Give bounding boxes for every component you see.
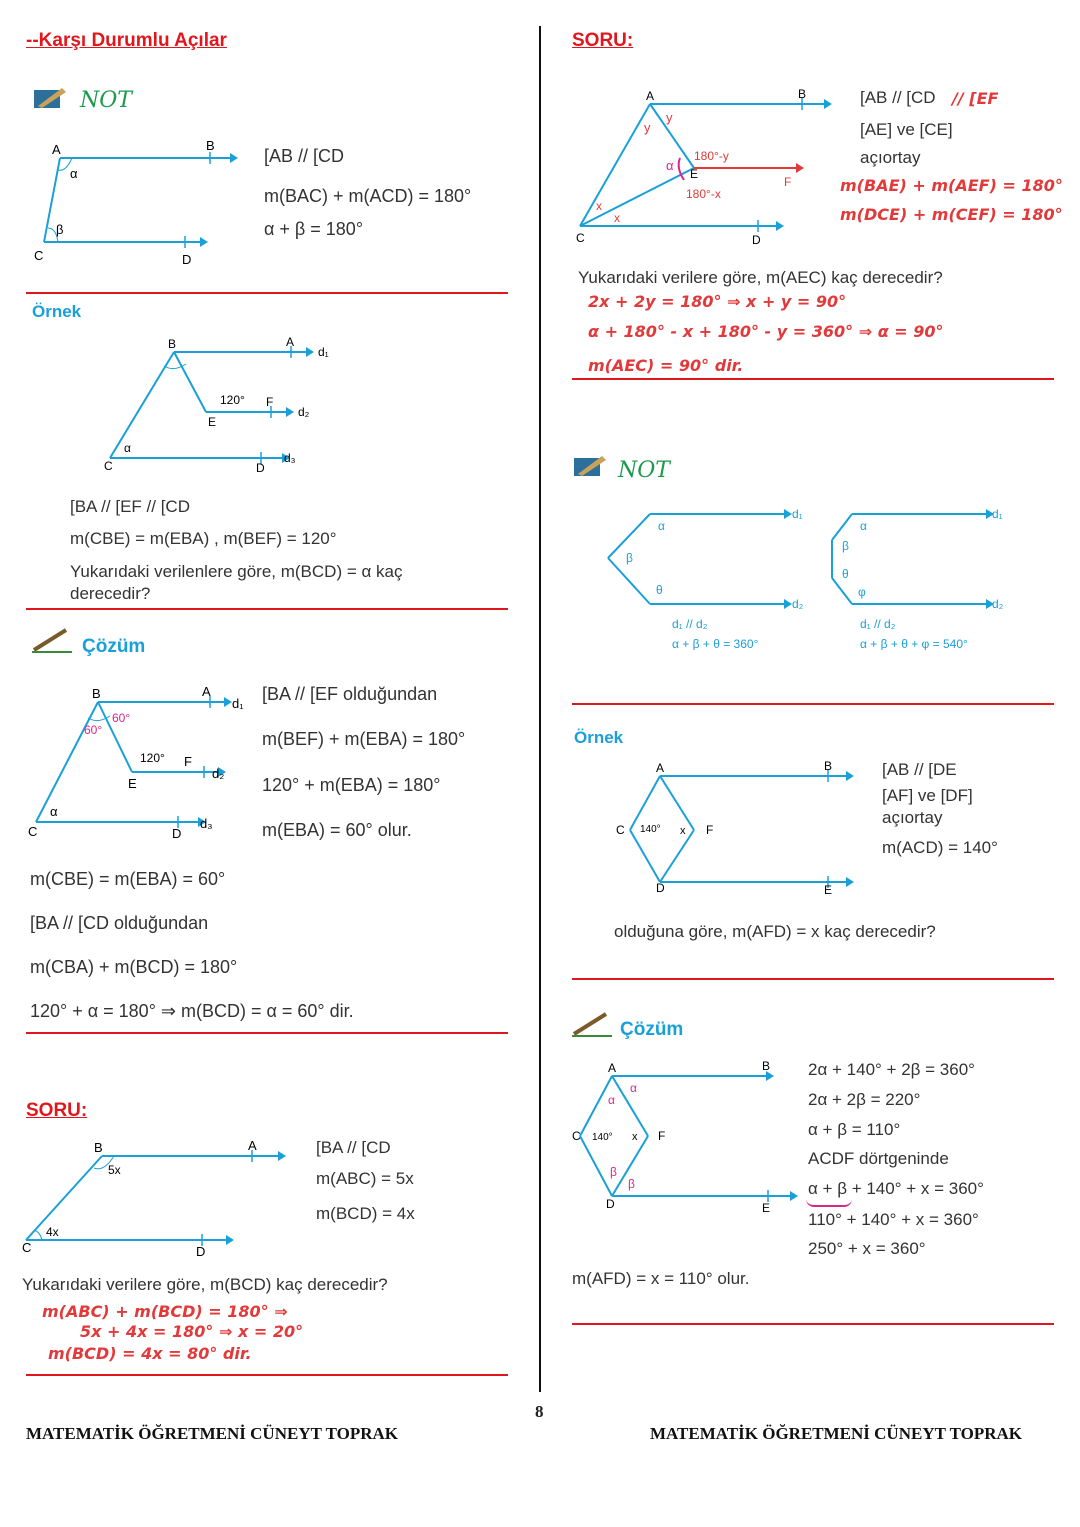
- divider: [26, 1374, 508, 1376]
- not-title: NOT: [80, 88, 132, 113]
- divider: [572, 703, 1054, 705]
- svg-text:A: A: [248, 1138, 257, 1153]
- svg-text:d₁ // d₂: d₁ // d₂: [860, 617, 896, 631]
- svg-text:C: C: [616, 823, 625, 837]
- ornek1-line: [BA // [EF // [CD: [70, 497, 190, 516]
- footer-author-left: MATEMATİK ÖĞRETMENİ CÜNEYT TOPRAK: [26, 1424, 398, 1443]
- ornek-title: Örnek: [32, 302, 82, 321]
- ornek2-diagram: [610, 760, 870, 900]
- not1-line: α + β = 180°: [264, 219, 364, 239]
- soru2-line: m(ABC) = 5x: [316, 1169, 414, 1188]
- svg-text:B: B: [762, 1059, 771, 1073]
- svg-text:d₁: d₁: [992, 507, 1003, 521]
- svg-text:d₂: d₂: [212, 766, 225, 781]
- cozum1-line: [BA // [EF olduğundan: [262, 684, 438, 704]
- soru-title: SORU:: [572, 30, 634, 51]
- divider: [26, 608, 508, 610]
- cozum2-line: 2α + 2β = 220°: [808, 1090, 921, 1109]
- ornek2-line: açıortay: [882, 808, 943, 827]
- handwritten-line: m(BCD) = 4x = 80° dir.: [48, 1344, 252, 1363]
- svg-text:β: β: [628, 1177, 635, 1191]
- pencil-icon: [32, 626, 72, 659]
- svg-text:D: D: [606, 1197, 615, 1211]
- svg-text:5x: 5x: [108, 1163, 121, 1177]
- soru2-line: m(BCD) = 4x: [316, 1204, 415, 1223]
- soru1-line: [AE] ve [CE]: [860, 120, 953, 139]
- label-C: C: [34, 248, 44, 263]
- svg-text:α: α: [860, 519, 867, 533]
- svg-text:B: B: [798, 87, 807, 101]
- handwritten-line: m(ABC) + m(BCD) = 180° ⇒: [42, 1302, 288, 1321]
- label-B: B: [206, 138, 215, 153]
- svg-text:α + β + θ + φ = 540°: α + β + θ + φ = 540°: [860, 637, 968, 650]
- svg-text:F: F: [184, 754, 192, 769]
- svg-text:180°-y: 180°-y: [694, 149, 729, 163]
- cozum2-line: α + β = 110°: [808, 1120, 901, 1139]
- svg-text:C: C: [576, 231, 585, 245]
- svg-text:x: x: [596, 199, 602, 213]
- cozum2-result: m(AFD) = x = 110° olur.: [572, 1269, 750, 1288]
- column-divider: [539, 26, 541, 1392]
- soru2-line: [BA // [CD: [316, 1138, 391, 1157]
- svg-text:A: A: [286, 335, 295, 349]
- label-alpha: α: [70, 166, 78, 181]
- svg-text:60°: 60°: [112, 711, 131, 725]
- label-D: D: [182, 252, 192, 266]
- svg-text:d₂: d₂: [792, 597, 804, 611]
- svg-text:A: A: [202, 684, 211, 699]
- svg-text:A: A: [656, 761, 665, 775]
- footer-author-right: MATEMATİK ÖĞRETMENİ CÜNEYT TOPRAK: [650, 1424, 1022, 1443]
- svg-text:β: β: [626, 551, 633, 565]
- soru2-diagram: [22, 1136, 292, 1260]
- svg-text:B: B: [94, 1140, 103, 1155]
- svg-text:d₁: d₁: [792, 507, 803, 521]
- svg-text:B: B: [92, 686, 101, 701]
- soru2-question: Yukarıdaki verilere göre, m(BCD) kaç derecedir?: [22, 1275, 388, 1294]
- svg-text:D: D: [656, 881, 665, 895]
- svg-text:C: C: [104, 459, 113, 473]
- cozum2-line: 2α + 140° + 2β = 360°: [808, 1060, 975, 1079]
- soru1-line: açıortay: [860, 148, 921, 167]
- cozum2-line: 250° + x = 360°: [808, 1239, 926, 1258]
- handwritten-line: α + 180° - x + 180° - y = 360° ⇒ α = 90°: [588, 322, 944, 341]
- not1-line: [AB // [CD: [264, 146, 345, 166]
- ornek1-line: m(CBE) = m(EBA) , m(BEF) = 120°: [70, 529, 337, 548]
- cozum2-diagram: [572, 1058, 802, 1218]
- cozum1-line: m(BEF) + m(EBA) = 180°: [262, 729, 466, 749]
- svg-text:A: A: [646, 89, 655, 103]
- svg-text:α: α: [608, 1093, 615, 1107]
- svg-text:B: B: [824, 760, 833, 773]
- svg-text:E: E: [762, 1201, 771, 1215]
- svg-text:d₁: d₁: [318, 345, 329, 359]
- svg-text:α: α: [666, 158, 674, 173]
- svg-text:C: C: [28, 824, 38, 839]
- svg-text:140°: 140°: [640, 824, 661, 835]
- svg-text:D: D: [256, 461, 265, 474]
- feather-icon: [572, 454, 610, 485]
- svg-text:θ: θ: [842, 567, 849, 581]
- svg-text:B: B: [168, 337, 177, 351]
- handwritten-line: m(BAE) + m(AEF) = 180°: [840, 176, 1063, 195]
- ornek1-line: Yukarıdaki verilenlere göre, m(BCD) = α kaç: [70, 562, 403, 581]
- label-A: A: [52, 142, 61, 157]
- soru-title: SORU:: [26, 1100, 88, 1121]
- svg-text:y: y: [644, 120, 651, 135]
- cozum1-line: 120° + m(EBA) = 180°: [262, 775, 441, 795]
- svg-text:x: x: [614, 211, 620, 225]
- feather-icon: [32, 86, 70, 117]
- soru1-question: Yukarıdaki verilere göre, m(AEC) kaç derecedir?: [578, 268, 943, 287]
- handwritten-line: 2x + 2y = 180° ⇒ x + y = 90°: [588, 292, 847, 311]
- svg-text:120°: 120°: [140, 751, 165, 765]
- svg-text:x: x: [632, 1131, 638, 1143]
- svg-text:F: F: [706, 823, 714, 837]
- divider: [572, 978, 1054, 980]
- cozum1-line: m(EBA) = 60° olur.: [262, 820, 412, 840]
- svg-text:D: D: [196, 1244, 206, 1259]
- soru1-diagram: [572, 86, 842, 250]
- svg-text:D: D: [172, 826, 182, 841]
- handwritten-line: m(DCE) + m(CEF) = 180°: [840, 205, 1063, 224]
- cozum2-line: ACDF dörtgeninde: [808, 1149, 949, 1168]
- cozum2-line: 110° + 140° + x = 360°: [808, 1210, 979, 1229]
- cozum1-line: 120° + α = 180° ⇒ m(BCD) = α = 60° dir.: [30, 1001, 354, 1021]
- cozum-title: Çözüm: [82, 636, 146, 657]
- handwritten-line: 5x + 4x = 180° ⇒ x = 20°: [80, 1322, 304, 1341]
- handwritten-line: // [EF: [952, 89, 999, 108]
- ornek2-line: [AF] ve [DF]: [882, 786, 973, 805]
- divider: [572, 1323, 1054, 1325]
- svg-text:E: E: [208, 415, 217, 429]
- svg-text:60°: 60°: [84, 723, 103, 737]
- svg-text:120°: 120°: [220, 393, 245, 407]
- svg-text:α: α: [658, 519, 665, 533]
- cozum1-line: m(CBA) + m(BCD) = 180°: [30, 957, 238, 977]
- not-title: NOT: [618, 458, 670, 483]
- svg-text:d₃: d₃: [200, 816, 213, 831]
- svg-text:E: E: [690, 167, 699, 181]
- divider: [26, 1032, 508, 1034]
- svg-text:C: C: [572, 1129, 581, 1143]
- svg-text:A: A: [608, 1061, 617, 1075]
- cozum1-line: [BA // [CD olduğundan: [30, 913, 209, 933]
- svg-text:α: α: [50, 804, 58, 819]
- svg-text:θ: θ: [656, 583, 663, 597]
- ornek2-line: m(ACD) = 140°: [882, 838, 998, 857]
- cozum1-line: m(CBE) = m(EBA) = 60°: [30, 869, 226, 889]
- not2-diagram-left: [600, 500, 810, 650]
- svg-text:φ: φ: [858, 585, 866, 599]
- svg-text:D: D: [752, 233, 761, 247]
- svg-text:α: α: [630, 1081, 637, 1095]
- svg-text:β: β: [842, 539, 849, 553]
- svg-text:d₂: d₂: [298, 405, 310, 419]
- divider: [26, 292, 508, 294]
- ornek2-question: olduğuna göre, m(AFD) = x kaç derecedir?: [614, 922, 936, 941]
- cozum1-diagram: [28, 684, 258, 844]
- not1-diagram: [30, 136, 250, 266]
- section-title: --Karşı Durumlu Açılar: [26, 30, 227, 51]
- svg-text:α: α: [124, 441, 131, 455]
- label-beta: β: [56, 222, 64, 237]
- pencil-icon: [572, 1010, 612, 1043]
- svg-text:β: β: [610, 1165, 617, 1179]
- svg-text:4x: 4x: [46, 1225, 59, 1239]
- svg-text:C: C: [22, 1240, 32, 1255]
- svg-text:F: F: [784, 175, 792, 189]
- cozum-title: Çözüm: [620, 1019, 684, 1040]
- svg-text:α + β + θ = 360°: α + β + θ = 360°: [672, 637, 759, 650]
- svg-text:d₁ // d₂: d₁ // d₂: [672, 617, 708, 631]
- cozum2-line: α + β + 140° + x = 360°: [808, 1179, 984, 1198]
- svg-text:x: x: [680, 825, 686, 837]
- svg-text:d₂: d₂: [992, 597, 1004, 611]
- ornek2-line: [AB // [DE: [882, 760, 957, 779]
- not2-diagram-right: [822, 500, 1022, 650]
- brace-mark: [806, 1199, 852, 1207]
- svg-text:F: F: [266, 395, 274, 409]
- soru1-line: [AB // [CD: [860, 88, 936, 107]
- svg-text:E: E: [128, 776, 137, 791]
- ornek-title: Örnek: [574, 728, 624, 747]
- ornek1-line: derecedir?: [70, 584, 151, 603]
- page-number: 8: [535, 1402, 544, 1421]
- svg-text:140°: 140°: [592, 1132, 613, 1143]
- svg-text:F: F: [658, 1129, 666, 1143]
- ornek1-diagram: [96, 334, 336, 474]
- not1-line: m(BAC) + m(ACD) = 180°: [264, 186, 472, 206]
- svg-text:d₃: d₃: [284, 451, 296, 465]
- svg-text:180°-x: 180°-x: [686, 187, 721, 201]
- svg-text:d₁: d₁: [232, 696, 244, 711]
- svg-text:y: y: [666, 110, 673, 125]
- svg-text:E: E: [824, 883, 833, 897]
- handwritten-line: m(AEC) = 90° dir.: [588, 356, 744, 375]
- divider: [572, 378, 1054, 380]
